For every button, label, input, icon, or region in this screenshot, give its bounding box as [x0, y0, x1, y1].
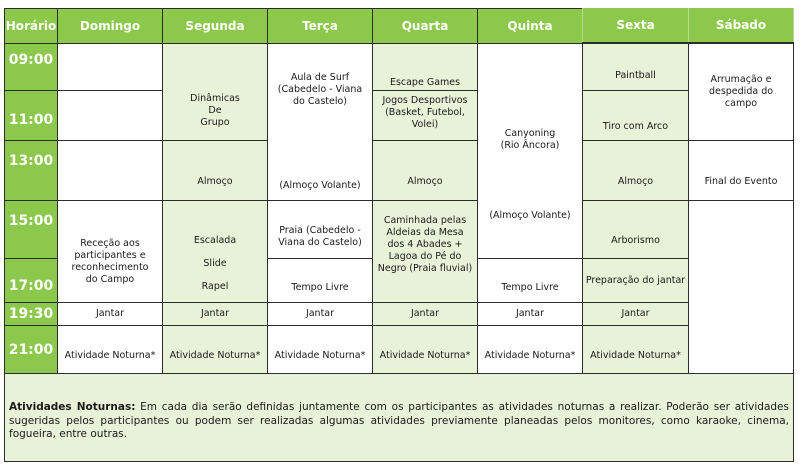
domingo-rececao [57, 200, 163, 303]
segunda-noturna: Atividade Noturna* [162, 325, 268, 374]
terca-noturna: Atividade Noturna* [267, 325, 373, 374]
sexta-arborismo: Arborismo [582, 200, 689, 259]
domingo-noturna: Atividade Noturna* [57, 325, 163, 374]
segunda-dinamicas-line3: Grupo [200, 117, 230, 128]
quinta-tempo-livre: Tempo Livre [477, 258, 583, 303]
segunda-escalada: Escalada [193, 235, 237, 246]
sexta-paintball: Paintball [582, 43, 689, 91]
terca-surf-block [267, 43, 373, 201]
domingo-1300-empty [57, 140, 163, 201]
footnote-text: Em cada dia serão definidas juntamente com os participantes as atividades noturnas a realizar. Poderão ser atividades sugeridas pelos participantes ou podem ser realizadas algumas atividades previamente planeadas pelos monitores, como karaoke, cinema, fogueira, entre outras. [9, 401, 789, 440]
domingo-jantar: Jantar [57, 302, 163, 326]
time-0900: 09:00 [4, 43, 58, 91]
time-1300: 13:00 [4, 140, 58, 201]
quinta-canyoning: Canyoning (Rio Âncora) [500, 128, 560, 151]
segunda-dinamicas [162, 43, 268, 141]
quarta-jantar: Jantar [372, 302, 478, 326]
header-sabado: Sábado [688, 8, 794, 43]
quarta-jogos: Jogos Desportivos (Basket, Futebol, Volei) [372, 90, 478, 141]
quinta-almoco: (Almoço Volante) [489, 210, 571, 221]
segunda-almoco: Almoço [162, 140, 268, 201]
segunda-rapel: Rapel [201, 281, 229, 292]
quarta-caminhada: Caminhada pelas Aldeias da Mesa dos 4 Abades + Lagoa do Pé do Negro (Praia fluvial) [372, 200, 478, 303]
header-terca: Terça [267, 8, 373, 44]
domingo-rececao-text: Receção aos participantes e reconhecimento do Campo [71, 237, 149, 285]
footnote [4, 373, 794, 462]
quinta-jantar: Jantar [477, 302, 583, 326]
segunda-jantar: Jantar [162, 302, 268, 326]
time-1100: 11:00 [4, 90, 58, 141]
sexta-noturna: Atividade Noturna* [582, 325, 689, 374]
sabado-arrumacao: Arrumação e despedida do campo [688, 43, 794, 141]
quarta-almoco: Almoço [372, 140, 478, 201]
time-1930: 19:30 [4, 302, 58, 326]
time-1700: 17:00 [4, 258, 58, 303]
header-segunda: Segunda [162, 8, 268, 44]
domingo-1100-empty [57, 90, 163, 141]
quinta-block [477, 43, 583, 259]
header-quinta: Quinta [477, 8, 583, 44]
sexta-jantar: Jantar [582, 302, 689, 326]
quinta-noturna: Atividade Noturna* [477, 325, 583, 374]
time-1500: 15:00 [4, 200, 58, 259]
terca-jantar: Jantar [267, 302, 373, 326]
header-sexta: Sexta [582, 8, 689, 43]
sabado-final: Final do Evento [688, 140, 794, 201]
segunda-dinamicas-line2: De [208, 105, 222, 116]
segunda-dinamicas-line1: Dinâmicas [190, 93, 240, 104]
segunda-atividades [162, 200, 268, 303]
sexta-preparacao: Preparação do jantar [582, 258, 689, 303]
time-2100: 21:00 [4, 325, 58, 374]
header-domingo: Domingo [57, 8, 163, 44]
segunda-slide: Slide [203, 258, 227, 269]
terca-tempo-livre: Tempo Livre [267, 258, 373, 303]
terca-almoco: (Almoço Volante) [279, 180, 361, 191]
terca-surf: Aula de Surf (Cabedelo - Viana do Castelo) [277, 72, 363, 107]
quarta-escape: Escape Games [372, 43, 478, 91]
footnote-label: Atividades Noturnas: [9, 401, 136, 413]
header-time: Horário [4, 8, 58, 44]
domingo-0900-empty [57, 43, 163, 91]
terca-praia: Praia (Cabedelo - Viana do Castelo) [267, 200, 373, 259]
sabado-empty [688, 200, 794, 374]
quarta-noturna: Atividade Noturna* [372, 325, 478, 374]
sexta-tiro: Tiro com Arco [582, 90, 689, 141]
sexta-almoco: Almoço [582, 140, 689, 201]
header-quarta: Quarta [372, 8, 478, 44]
